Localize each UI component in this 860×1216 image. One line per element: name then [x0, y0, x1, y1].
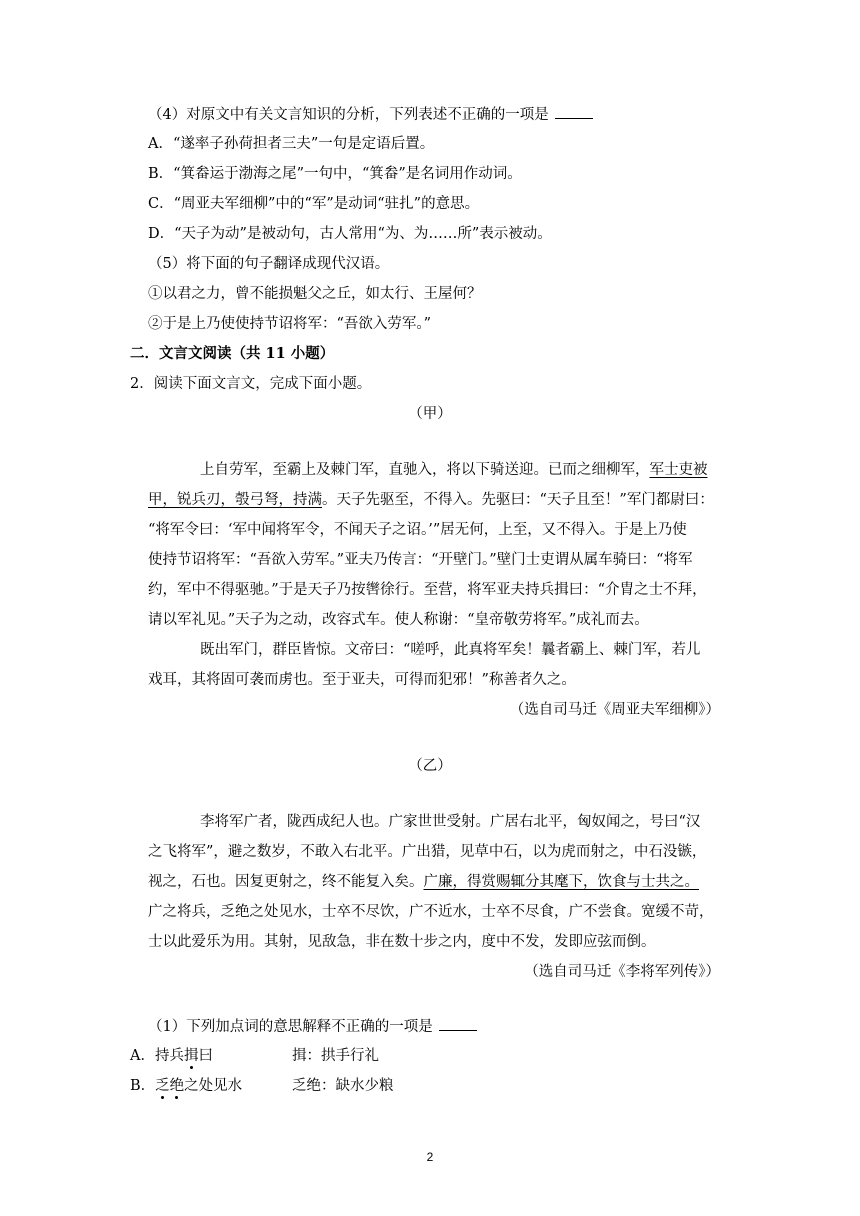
- underlined-sentence: 甲，锐兵刃，彀弓弩，持满: [148, 492, 322, 508]
- page-number: 2: [426, 1150, 434, 1164]
- underlined-sentence: 军士吏被: [649, 462, 708, 478]
- passage-yi-line-3: 视之，石也。因复更射之，终不能复入矣。广廉，得赏赐辄分其麾下，饮食与士共之。: [148, 874, 699, 890]
- passage-yi-line-4: 广之将兵，乏绝之处见水，士卒不尽饮，广不近水，士卒不尽食，广不尝食。宽缓不苛，: [148, 904, 714, 920]
- q4-stem: （4）对原文中有关文言知识的分析，下列表述不正确的一项是: [148, 104, 593, 125]
- q4-option-a: A．“遂率子孙荷担者三夫”一句是定语后置。: [148, 136, 435, 152]
- q4-option-b: B．“箕畚运于渤海之尾”一句中，“箕畚”是名词用作动词。: [148, 166, 522, 182]
- passage-yi-line-5: 士以此爱乐为用。其射，见敌急，非在数十步之内，度中不发，发即应弦而倒。: [148, 934, 656, 950]
- passage-jia-line-4: 使持节诏将军：“吾欲入劳军。”亚夫乃传言：“开壁门。”壁门士吏谓从属车骑曰：“将军: [148, 552, 693, 568]
- passage-jia-line-6: 请以军礼见。”天子为之动，改容式车。使人称谢：“皇帝敬劳将军。”成礼而去。: [148, 612, 649, 628]
- passage-jia-line-5: 约，军中不得驱驰。”于是天子乃按辔徐行。至营，将军亚夫持兵揖曰：“介胄之士不拜，: [148, 582, 707, 598]
- passage-jia-line-8: 戏耳，其将固可袭而虏也。至于亚夫，可得而犯邪！”称善者久之。: [148, 672, 576, 688]
- underlined-sentence: 广廉，得赏赐辄分其麾下，饮食与士共之。: [423, 874, 699, 890]
- q1-option-a-explanation: 揖：拱手行礼: [292, 1048, 379, 1064]
- answer-blank: [555, 104, 593, 119]
- passage-yi-source: （选自司马迁《李将军列传》）: [524, 964, 720, 980]
- dotted-word: 揖: [183, 1048, 199, 1064]
- section-heading: 二．文言文阅读（共 11 小题）: [130, 345, 335, 362]
- passage-jia-line-3: “将军令曰：‘军中闻将军令，不闻天子之诏。’”居无何，上至，又不得入。于是上乃使: [148, 522, 687, 538]
- passage-jia-line-2: 甲，锐兵刃，彀弓弩，持满。天子先驱至，不得入。先驱曰：“天子且至！”军门都尉曰：: [148, 492, 714, 508]
- answer-blank: [439, 1016, 477, 1031]
- q5-stem: （5）将下面的句子翻译成现代汉语。: [148, 256, 390, 272]
- q1-option-a: A．持兵揖曰: [130, 1048, 213, 1064]
- dotted-word: 乏: [155, 1078, 170, 1094]
- q4-option-c: C．“周亚夫军细柳”中的“军”是动词“驻扎”的意思。: [148, 196, 480, 212]
- q5-item-2: ②于是上乃使使持节诏将军：“吾欲入劳军。”: [148, 316, 432, 332]
- passage-jia-label: （甲）: [408, 406, 452, 422]
- passage-jia-line-7: 既出军门，群臣皆惊。文帝曰：“嗟呼，此真将军矣！曩者霸上、棘门军，若儿: [200, 642, 701, 658]
- passage-yi-line-2: 之飞将军”，避之数岁，不敢入右北平。广出猎，见草中石，以为虎而射之，中石没镞，: [148, 844, 707, 860]
- dotted-word: 绝: [169, 1078, 185, 1094]
- passage-jia-source: （选自司马迁《周亚夫军细柳》）: [509, 702, 720, 718]
- q4-option-d: D．“天子为动”是被动句，古人常用“为、为……所”表示被动。: [148, 226, 552, 242]
- q5-item-1: ①以君之力，曾不能损魁父之丘，如太行、王屋何？: [148, 286, 482, 302]
- q1-option-b-explanation: 乏绝：缺水少粮: [292, 1078, 394, 1094]
- passage-jia-line-1: 上自劳军，至霸上及棘门军，直驰入，将以下骑送迎。已而之细柳军，军士吏被: [200, 462, 708, 478]
- q1-stem: （1）下列加点词的意思解释不正确的一项是: [148, 1016, 477, 1037]
- passage-yi-line-1: 李将军广者，陇西成纪人也。广家世世受射。广居右北平，匈奴闻之，号曰“汉: [200, 814, 701, 830]
- passage-yi-label: （乙）: [408, 758, 452, 774]
- question-2-intro: 2．阅读下面文言文，完成下面小题。: [130, 376, 372, 392]
- q1-option-b: B．乏绝之处见水: [130, 1078, 243, 1094]
